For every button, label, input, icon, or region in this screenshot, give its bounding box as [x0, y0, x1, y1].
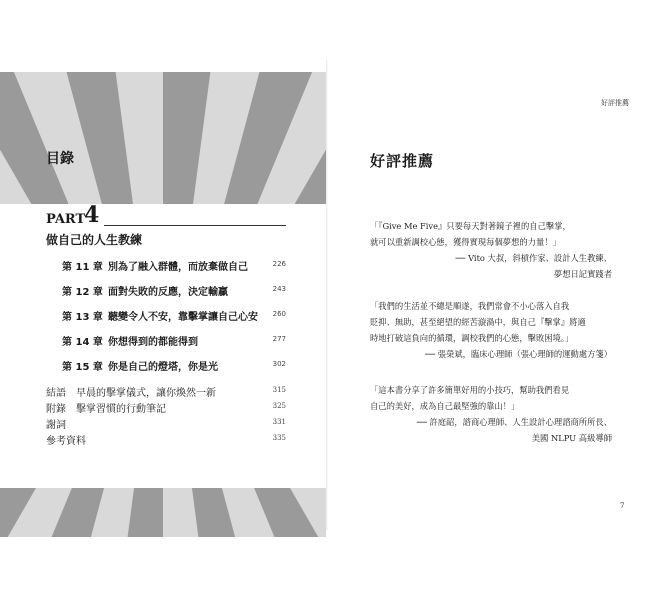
quote-line: 時地打破這負向的循環，調校我們的心態，擊敗困境。」	[370, 333, 574, 343]
page-number: 7	[620, 502, 625, 510]
backmatter-page: 335	[272, 434, 286, 442]
quote-attribution: ── 張榮斌，臨床心理師（張心理師的運動處方箋）	[425, 349, 612, 359]
backmatter-page: 315	[272, 386, 286, 394]
chapter-number: 第 14 章	[62, 337, 103, 348]
chapter-number: 第 12 章	[62, 287, 103, 298]
backmatter-page: 325	[272, 402, 286, 410]
chapter-title: 別為了融入群體，而放棄做自己	[108, 262, 248, 273]
quote-attribution-sub: 夢想日記實踐者	[553, 269, 612, 279]
toc-entry[interactable]	[62, 358, 286, 383]
chapter-page: 302	[272, 360, 286, 368]
toc-entry[interactable]	[46, 400, 286, 416]
toc-entry[interactable]	[46, 384, 286, 400]
part-number: 4	[84, 202, 100, 228]
backmatter-title: 參考資料	[46, 436, 86, 447]
review-quote	[370, 382, 612, 446]
running-head: 好評推薦	[601, 99, 629, 107]
quote-line: 「我們的生活並不總是順遂，我們常會不小心落入自我	[370, 301, 570, 311]
right-page	[328, 0, 655, 609]
chapter-number: 第 15 章	[62, 362, 103, 373]
toc-entry[interactable]	[62, 258, 286, 283]
toc-entry[interactable]	[62, 308, 286, 333]
quote-attribution: ── 許庭韶，諮商心理師、人生設計心理諮商所所長、	[416, 417, 612, 427]
chapter-title: 聽變令人不安，靠擊掌讓自己心安	[108, 312, 258, 323]
chapter-title: 你想得到的都能得到	[108, 337, 198, 348]
sunburst-banner-bottom	[0, 488, 326, 537]
toc-title: 目錄	[46, 151, 74, 167]
chapter-page: 260	[272, 310, 286, 318]
chapter-title: 你是自己的燈塔，你是光	[108, 362, 218, 373]
backmatter-title: 謝詞	[46, 420, 66, 431]
chapter-page: 243	[272, 285, 286, 293]
chapter-list	[62, 258, 286, 383]
backmatter-title: 附錄 擊掌習慣的行動筆記	[46, 404, 166, 415]
chapter-page: 277	[272, 335, 286, 343]
sunburst-banner-top	[0, 72, 326, 204]
quote-line: 貶抑、無助，甚至絕望的經苦漩渦中，與自己『擊掌』將適	[370, 317, 586, 327]
review-quote	[370, 218, 612, 282]
toc-entry[interactable]	[62, 283, 286, 308]
quote-attribution: ── Vito 大叔，斜槓作家、設計人生教練、	[455, 253, 612, 263]
part-subtitle: 做自己的人生教練	[46, 233, 143, 247]
toc-entry[interactable]	[46, 432, 286, 448]
chapter-page: 226	[272, 260, 286, 268]
chapter-number: 第 11 章	[62, 262, 103, 273]
backmatter-page: 331	[272, 418, 286, 426]
quote-line: 「這本書分享了許多簡單好用的小技巧，幫助我們看見	[370, 385, 570, 395]
chapter-title: 面對失敗的反應，決定輸贏	[108, 287, 228, 298]
part-label: PART	[46, 212, 86, 227]
quote-line: 自己的美好，成為自己最堅強的靠山！」	[370, 401, 520, 411]
backmatter-list	[46, 384, 286, 448]
reviews-title: 好評推薦	[370, 152, 435, 170]
toc-entry[interactable]	[62, 333, 286, 358]
review-quote	[370, 298, 612, 362]
part-divider	[104, 225, 286, 226]
quote-line: 就可以重新調校心態，獲得實現每個夢想的力量！」	[370, 237, 561, 247]
quote-line: 「『Give Me Five』只要每天對著鏡子裡的自己擊掌，	[370, 221, 571, 231]
part-heading	[46, 202, 286, 228]
chapter-number: 第 13 章	[62, 312, 103, 323]
backmatter-title: 結語 早晨的擊掌儀式，讓你煥然一新	[46, 388, 216, 399]
toc-entry[interactable]	[46, 416, 286, 432]
quote-attribution-sub: 美國 NLPU 高級導師	[531, 433, 612, 443]
